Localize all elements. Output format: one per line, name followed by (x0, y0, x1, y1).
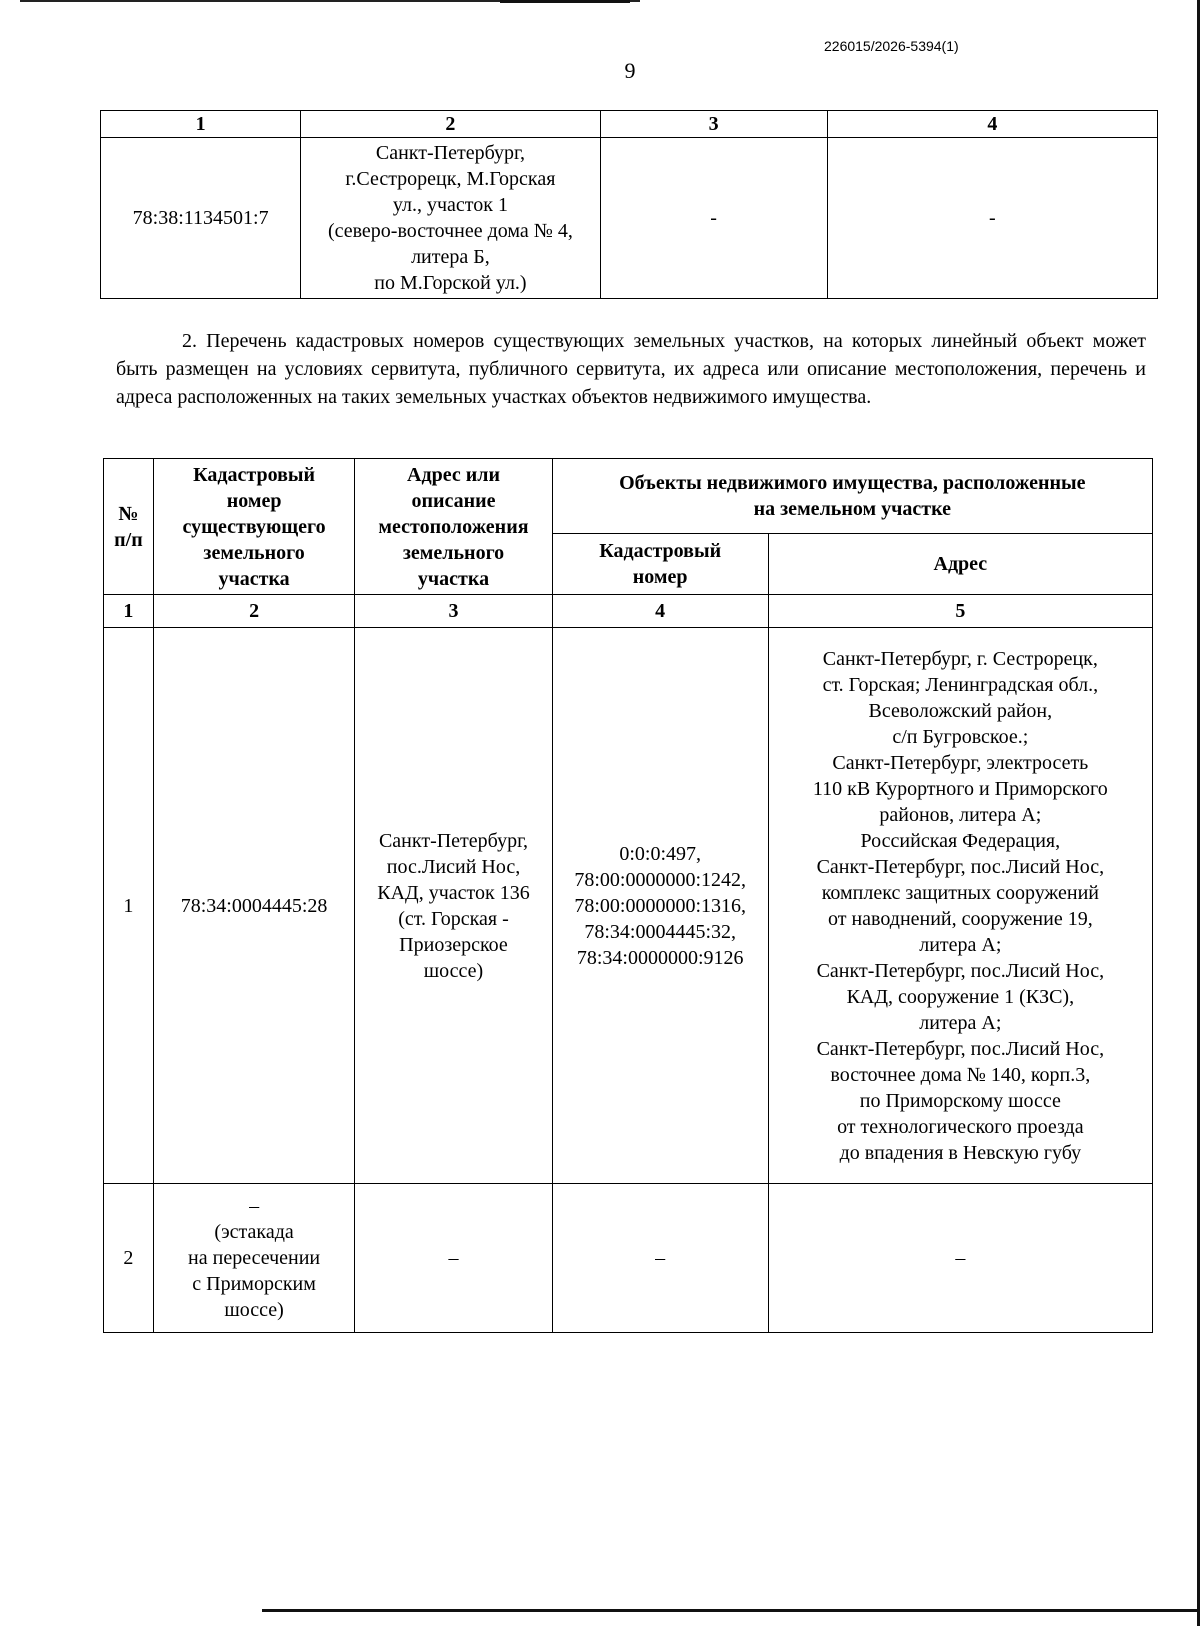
column-number: 3 (600, 111, 827, 138)
cadastral-number: 78:38:1134501:7 (101, 138, 301, 299)
column-number: 1 (101, 111, 301, 138)
page-number: 9 (624, 58, 636, 83)
object-addresses: Санкт-Петербург, г. Сестрорецк, ст. Горская; Ленинградская обл., Всеволожский район, с/п Бугровское.; Санкт-Петербург, электросеть 110 кВ Курортного и Приморского районов, литера А; Российская Федерация, Санкт-Петербург, пос.Лисий Нос, комплекс защитных сооружений от наводнений, сооружение 19, литера А; Санкт-Петербург, пос.Лисий Нос, КАД, сооружение 1 (КЗС), литера А; Санкт-Петербург, пос.Лисий Нос, восточнее дома № 140, корп.3, по Приморскому шоссе от технологического проезда до впадения в Невскую губу (768, 628, 1152, 1184)
table-row (104, 628, 1153, 1184)
object-cadastral-numbers: – (552, 1184, 768, 1333)
table-row (104, 1184, 1153, 1333)
servitude-plots-table (103, 458, 1153, 1333)
column-number: 3 (355, 595, 552, 628)
column-number-row (104, 595, 1153, 628)
scan-edge-top-mark (500, 0, 630, 3)
scan-edge-bottom (262, 1609, 1200, 1612)
header-object-cadastral: Кадастровый номер (552, 534, 768, 595)
plot-address: – (355, 1184, 552, 1333)
header-num: № п/п (104, 459, 154, 595)
column-number: 1 (104, 595, 154, 628)
plot-address: Санкт-Петербург, г.Сестрорецк, М.Горская ул., участок 1 (северо-восточнее дома № 4, литера Б, по М.Горской ул.) (301, 138, 600, 299)
continuation-table (100, 110, 1158, 299)
header-object-address: Адрес (768, 534, 1152, 595)
table-row (101, 138, 1158, 299)
header-address: Адрес или описание местоположения земельного участка (355, 459, 552, 595)
document-number: 226015/2026-5394(1) (824, 38, 959, 54)
row-number: 2 (104, 1184, 154, 1333)
header-row (104, 459, 1153, 534)
plot-cadastral: 78:34:0004445:28 (153, 628, 354, 1184)
column-number: 5 (768, 595, 1152, 628)
empty-cell: - (600, 138, 827, 299)
section-paragraph: 2. Перечень кадастровых номеров существующих земельных участков, на которых линейный объект может быть размещен на условиях сервитута, публичного сервитута, их адреса или описание местоположения, перечень и адреса расположенных на таких земельных участках объектов недвижимого имущества. (116, 330, 1146, 408)
column-number: 4 (827, 111, 1157, 138)
header-objects: Объекты недвижимого имущества, расположенные на земельном участке (552, 459, 1152, 534)
row-number: 1 (104, 628, 154, 1184)
column-number-row (101, 111, 1158, 138)
plot-address: Санкт-Петербург, пос.Лисий Нос, КАД, участок 136 (ст. Горская - Приозерское шоссе) (355, 628, 552, 1184)
column-number: 4 (552, 595, 768, 628)
column-number: 2 (301, 111, 600, 138)
column-number: 2 (153, 595, 354, 628)
object-addresses: – (768, 1184, 1152, 1333)
empty-cell: - (827, 138, 1157, 299)
header-cadastral: Кадастровый номер существующего земельного участка (153, 459, 354, 595)
object-cadastral-numbers: 0:0:0:497, 78:00:0000000:1242, 78:00:0000000:1316, 78:34:0004445:32, 78:34:0000000:9126 (552, 628, 768, 1184)
plot-cadastral: – (эстакада на пересечении с Приморским шоссе) (153, 1184, 354, 1333)
